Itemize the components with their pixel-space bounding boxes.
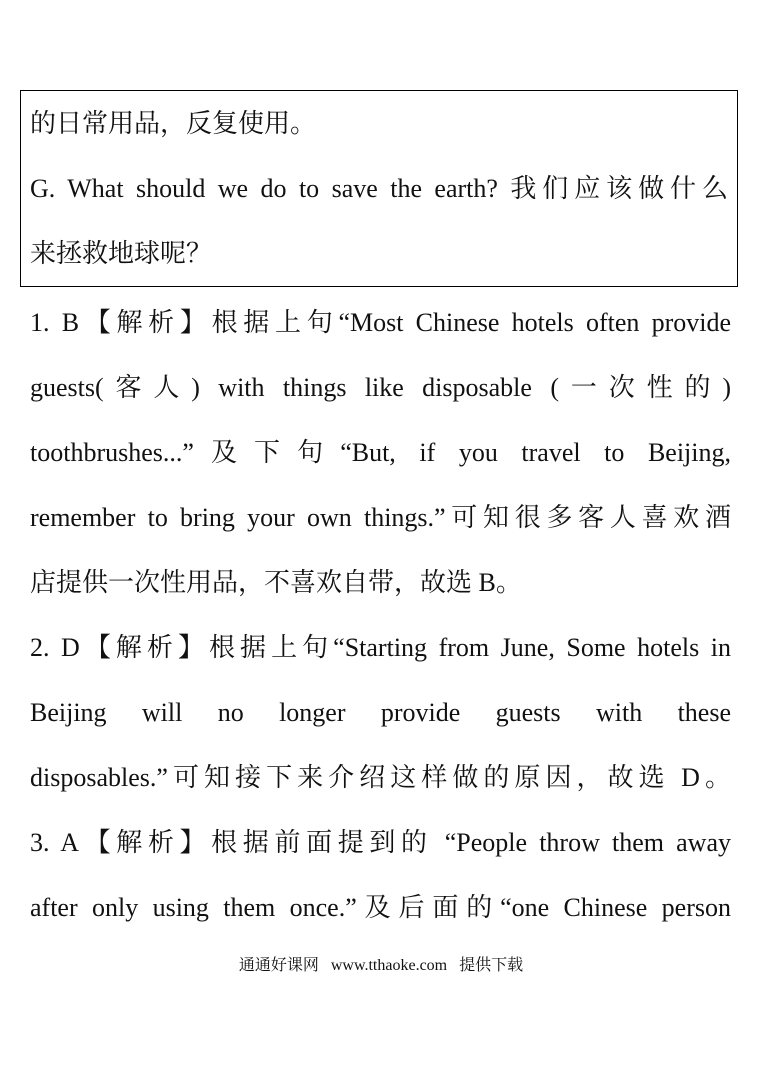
- footer-site-name: 通通好课网: [238, 957, 319, 974]
- answer-line: 3. A【解析】根据前面提到的 “People throw them away: [30, 828, 731, 857]
- footer-url: www.tthaoke.com: [330, 957, 448, 974]
- answer-explanations: [30, 290, 731, 940]
- answer-line: 店提供一次性用品，不喜欢自带，故选 B。: [30, 568, 522, 597]
- answer-line: disposables.”可知接下来介绍这样做的原因，故选 D。: [30, 763, 731, 792]
- answer-line: toothbrushes...”及下句“But, if you travel to Beijing,: [30, 438, 731, 467]
- answer-line: 1. B【解析】根据上句“Most Chinese hotels often provide: [30, 308, 731, 337]
- boxed-line: 的日常用品，反复使用。: [30, 109, 317, 138]
- boxed-line: G. What should we do to save the earth? 我们应该做什么: [30, 174, 728, 203]
- answer-line: guests(客人) with things like disposable (一次性的): [30, 373, 731, 402]
- answer-2: [30, 615, 731, 810]
- answer-line: after only using them once.”及后面的“one Chinese person: [30, 893, 731, 922]
- answer-line: Beijing will no longer provide guests with these: [30, 698, 731, 727]
- footer-note: 提供下载: [459, 957, 524, 974]
- boxed-passage: [20, 90, 738, 287]
- page-footer: [0, 954, 762, 978]
- answer-1: [30, 290, 731, 615]
- answer-3: [30, 810, 731, 940]
- answer-line: remember to bring your own things.”可知很多客人喜欢酒: [30, 503, 731, 532]
- answer-line: 2. D【解析】根据上句“Starting from June, Some hotels in: [30, 633, 731, 662]
- boxed-line: 来拯救地球呢？: [30, 239, 213, 268]
